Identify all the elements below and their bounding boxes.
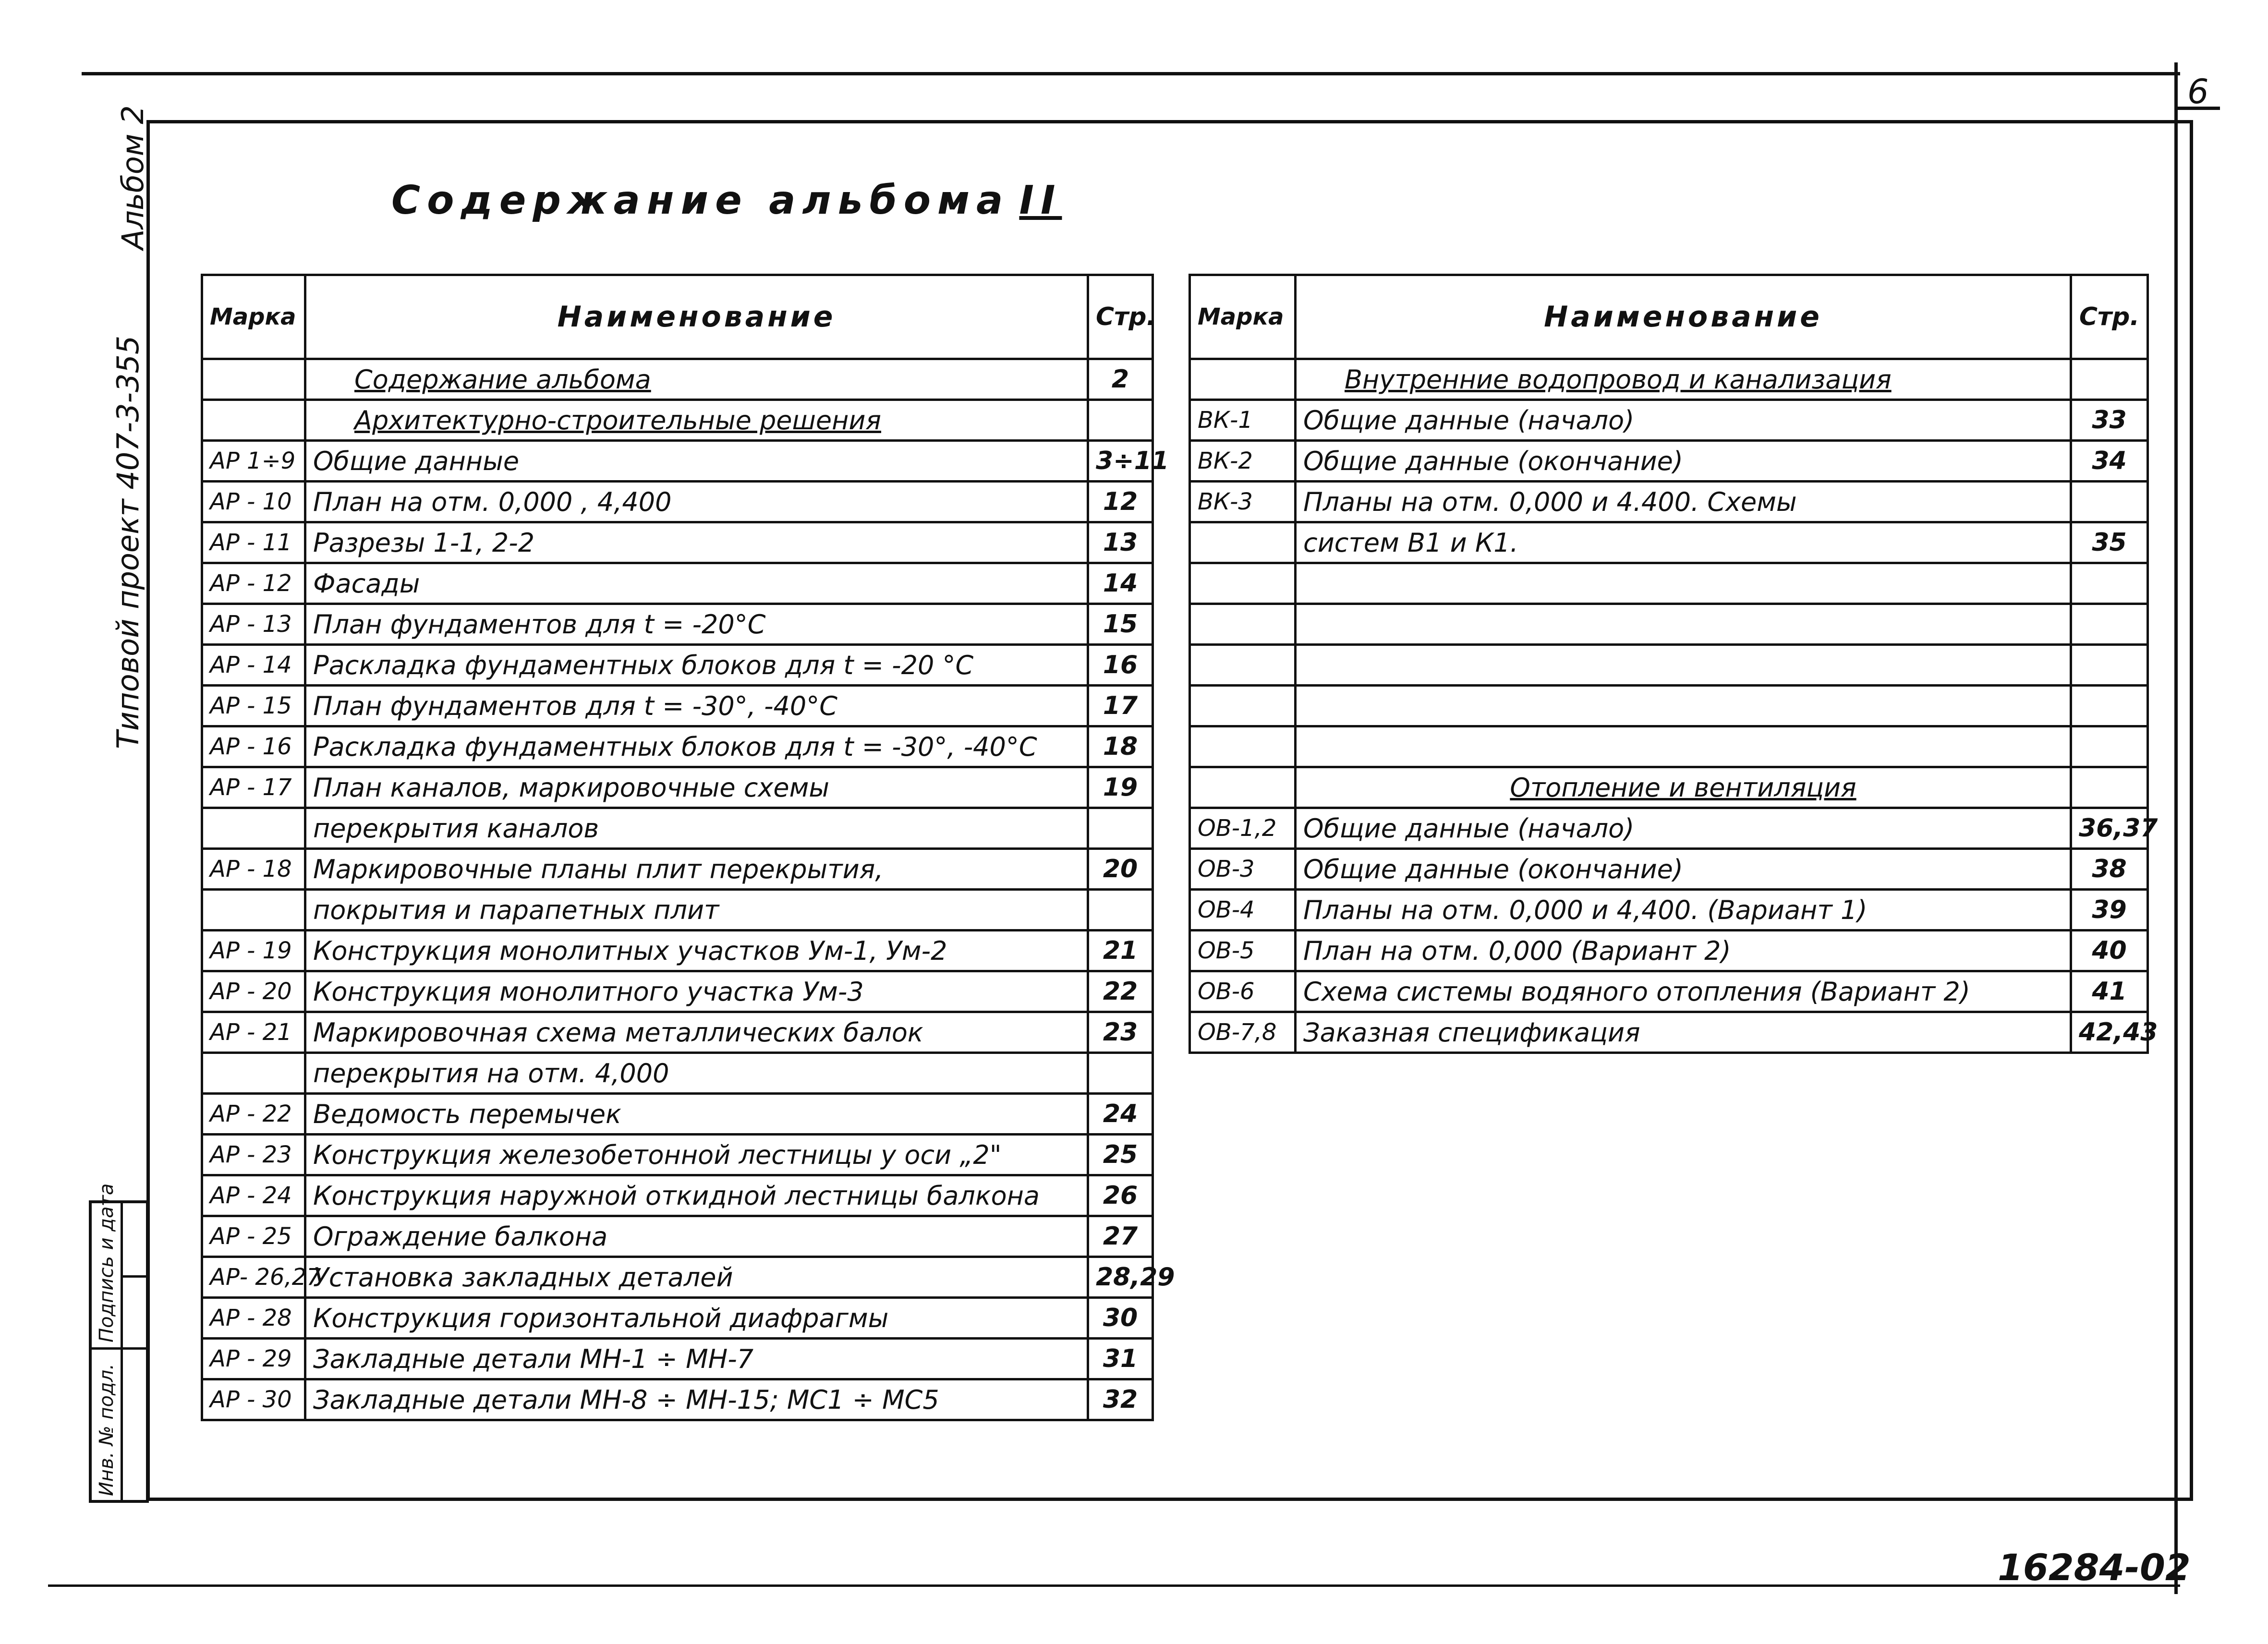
table-header-row [1190,275,2148,359]
table-row [1190,931,2148,971]
row-name: Закладные детали МН-8 ÷ МН-15; МС1 ÷ МС5 [305,1379,1088,1420]
row-mark: АР - 20 [202,971,305,1012]
row-mark [202,400,305,441]
row-mark: АР - 25 [202,1216,305,1257]
row-page: 12 [1088,482,1153,522]
page-title [391,178,1062,223]
table-row [202,1012,1153,1053]
header-name: Наименование [305,275,1088,359]
table-row [202,1257,1153,1298]
row-name: Общие данные [305,441,1088,482]
row-mark: ВК-1 [1190,400,1296,441]
row-name: Общие данные (начало) [1296,808,2071,849]
row-mark [202,1053,305,1094]
row-mark: ОВ-7,8 [1190,1012,1296,1053]
row-mark: АР - 12 [202,563,305,604]
row-mark [1190,359,1296,400]
row-page: 22 [1088,971,1153,1012]
row-page: 28,29 [1088,1257,1153,1298]
row-page [2071,767,2148,808]
row-page [1088,808,1153,849]
row-page: 39 [2071,890,2148,931]
row-page: 25 [1088,1135,1153,1175]
header-name: Наименование [1296,275,2071,359]
table-row [202,1298,1153,1339]
row-page: 26 [1088,1175,1153,1216]
row-page [1088,400,1153,441]
row-mark: ВК-2 [1190,441,1296,482]
table-row [202,1135,1153,1175]
row-page: 15 [1088,604,1153,645]
section-row [202,359,1153,400]
row-mark: ВК-3 [1190,482,1296,522]
row-page: 18 [1088,726,1153,767]
row-name: Закладные детали МН-1 ÷ МН-7 [305,1339,1088,1379]
table-row [202,890,1153,931]
table-row [1190,890,2148,931]
table-row [1190,686,2148,726]
row-name: Маркировочная схема металлических балок [305,1012,1088,1053]
table-row [202,808,1153,849]
row-page: 32 [1088,1379,1153,1420]
row-page: 30 [1088,1298,1153,1339]
row-mark [1190,645,1296,686]
row-mark: АР - 17 [202,767,305,808]
row-page: 35 [2071,522,2148,563]
row-page: 27 [1088,1216,1153,1257]
row-name: Конструкция наружной откидной лестницы балкона [305,1175,1088,1216]
table-row [1190,604,2148,645]
row-mark: ОВ-6 [1190,971,1296,1012]
table-row [1190,971,2148,1012]
row-mark: АР - 29 [202,1339,305,1379]
row-page: 2 [1088,359,1153,400]
row-page: 3÷11 [1088,441,1153,482]
table-row [202,645,1153,686]
row-page [2071,645,2148,686]
row-name: Схема системы водяного отопления (Вариант 2) [1296,971,2071,1012]
table-row [1190,726,2148,767]
row-name: Планы на отм. 0,000 и 4,400. (Вариант 1) [1296,890,2071,931]
row-name: покрытия и парапетных плит [305,890,1088,931]
title-volume: II [1019,178,1062,223]
row-name [1296,604,2071,645]
row-name: перекрытия каналов [305,808,1088,849]
row-name: Ограждение балкона [305,1216,1088,1257]
table-row [202,563,1153,604]
row-name: перекрытия на отм. 4,000 [305,1053,1088,1094]
row-mark [1190,686,1296,726]
table-row [202,1053,1153,1094]
row-page: 21 [1088,931,1153,971]
row-name: Раскладка фундаментных блоков для t = -30°, -40°С [305,726,1088,767]
contents-table-left [201,274,1175,1421]
row-mark [202,808,305,849]
row-mark [1190,767,1296,808]
table-row [202,522,1153,563]
row-page: 19 [1088,767,1153,808]
row-page: 38 [2071,849,2148,890]
row-mark: АР - 14 [202,645,305,686]
row-page: 34 [2071,441,2148,482]
table-row [1190,441,2148,482]
row-mark: АР - 22 [202,1094,305,1135]
table-row [1190,808,2148,849]
row-page: 41 [2071,971,2148,1012]
row-mark: ОВ-3 [1190,849,1296,890]
table-header-row [202,275,1153,359]
row-page [2071,686,2148,726]
row-page [2071,604,2148,645]
row-page [1088,1053,1153,1094]
table-row [202,604,1153,645]
row-page: 40 [2071,931,2148,971]
row-mark: АР - 24 [202,1175,305,1216]
row-mark: АР - 16 [202,726,305,767]
table-row [202,1339,1153,1379]
row-page [2071,563,2148,604]
section-title: Содержание альбома [305,359,1088,400]
table-row [1190,482,2148,522]
row-mark: АР - 30 [202,1379,305,1420]
row-mark [1190,726,1296,767]
row-name: Планы на отм. 0,000 и 4.400. Схемы [1296,482,2071,522]
row-name: План каналов, маркировочные схемы [305,767,1088,808]
row-mark: АР - 18 [202,849,305,890]
table-row [202,1094,1153,1135]
row-name: Общие данные (окончание) [1296,849,2071,890]
row-page: 33 [2071,400,2148,441]
row-mark: АР - 11 [202,522,305,563]
row-mark: ОВ-1,2 [1190,808,1296,849]
row-name [1296,726,2071,767]
row-name: План фундаментов для t = -30°, -40°С [305,686,1088,726]
row-name: План на отм. 0,000 (Вариант 2) [1296,931,2071,971]
row-name: Заказная спецификация [1296,1012,2071,1053]
table-row [202,1216,1153,1257]
row-page [2071,726,2148,767]
table-row [202,767,1153,808]
section-row [1190,767,2148,808]
row-name: Общие данные (начало) [1296,400,2071,441]
row-page: 23 [1088,1012,1153,1053]
header-mark: Марка [1190,275,1296,359]
section-row [202,400,1153,441]
table-row [1190,645,2148,686]
table-row [1190,849,2148,890]
section-row [1190,359,2148,400]
row-name: Общие данные (окончание) [1296,441,2071,482]
approval-stamp [89,1183,149,1503]
row-name: Конструкция горизонтальной диафрагмы [305,1298,1088,1339]
stamp-signature-label: Подпись и дата [96,1183,118,1342]
table-row [1190,522,2148,563]
row-page: 36,37 [2071,808,2148,849]
row-name: Разрезы 1-1, 2-2 [305,522,1088,563]
row-page: 14 [1088,563,1153,604]
row-name: систем В1 и К1. [1296,522,2071,563]
row-name: Конструкция железобетонной лестницы у оси „2" [305,1135,1088,1175]
row-name: Конструкция монолитного участка Ум-3 [305,971,1088,1012]
table-row [1190,563,2148,604]
table-row [202,686,1153,726]
row-name: Раскладка фундаментных блоков для t = -20 °С [305,645,1088,686]
row-name [1296,686,2071,726]
row-page: 31 [1088,1339,1153,1379]
side-label-project: Типовой проект 407-3-355 [110,335,146,749]
row-page: 24 [1088,1094,1153,1135]
row-mark: ОВ-5 [1190,931,1296,971]
row-name [1296,645,2071,686]
row-mark: АР - 10 [202,482,305,522]
row-name: План фундаментов для t = -20°С [305,604,1088,645]
row-mark: АР - 28 [202,1298,305,1339]
table-row [202,931,1153,971]
row-page [2071,359,2148,400]
row-page: 13 [1088,522,1153,563]
row-name: Установка закладных деталей [305,1257,1088,1298]
row-page [2071,482,2148,522]
row-mark: АР - 19 [202,931,305,971]
table-row [202,726,1153,767]
header-mark: Марка [202,275,305,359]
row-name: Ведомость перемычек [305,1094,1088,1135]
row-mark: АР - 23 [202,1135,305,1175]
header-page: Стр. [2071,275,2148,359]
row-page: 20 [1088,849,1153,890]
row-page: 17 [1088,686,1153,726]
row-name [1296,563,2071,604]
side-label-album: Альбом 2 [115,105,150,250]
table-row [202,849,1153,890]
row-mark [202,359,305,400]
bottom-border-line [48,1584,2180,1587]
row-mark: ОВ-4 [1190,890,1296,931]
row-page: 16 [1088,645,1153,686]
table-row [202,441,1153,482]
contents-table-right [1189,274,2158,1054]
header-page: Стр. [1088,275,1153,359]
row-mark [1190,522,1296,563]
section-title: Архитектурно-строительные решения [305,400,1088,441]
table-row [1190,400,2148,441]
row-mark: АР - 15 [202,686,305,726]
table-row [202,971,1153,1012]
row-mark [202,890,305,931]
row-mark: АР - 21 [202,1012,305,1053]
row-page: 42,43 [2071,1012,2148,1053]
row-mark: АР - 13 [202,604,305,645]
row-name: План на отм. 0,000 , 4,400 [305,482,1088,522]
sheet-number: 6 [2187,72,2209,111]
table-row [1190,1012,2148,1053]
row-name: Конструкция монолитных участков Ум-1, Ум-2 [305,931,1088,971]
table-row [202,482,1153,522]
row-name: Маркировочные планы плит перекрытия, [305,849,1088,890]
top-border-line [82,72,2180,75]
section-title: Внутренние водопровод и канализация [1296,359,2071,400]
row-mark: АР 1÷9 [202,441,305,482]
row-page [1088,890,1153,931]
table-row [202,1379,1153,1420]
section-title: Отопление и вентиляция [1296,767,2071,808]
table-row [202,1175,1153,1216]
row-name: Фасады [305,563,1088,604]
row-mark [1190,604,1296,645]
stamp-inventory-label: Инв. № подл. [96,1364,118,1496]
title-text: Содержание альбома [391,178,1010,223]
row-mark: АР- 26,27 [202,1257,305,1298]
document-code: 16284-02 [1998,1546,2191,1589]
row-mark [1190,563,1296,604]
